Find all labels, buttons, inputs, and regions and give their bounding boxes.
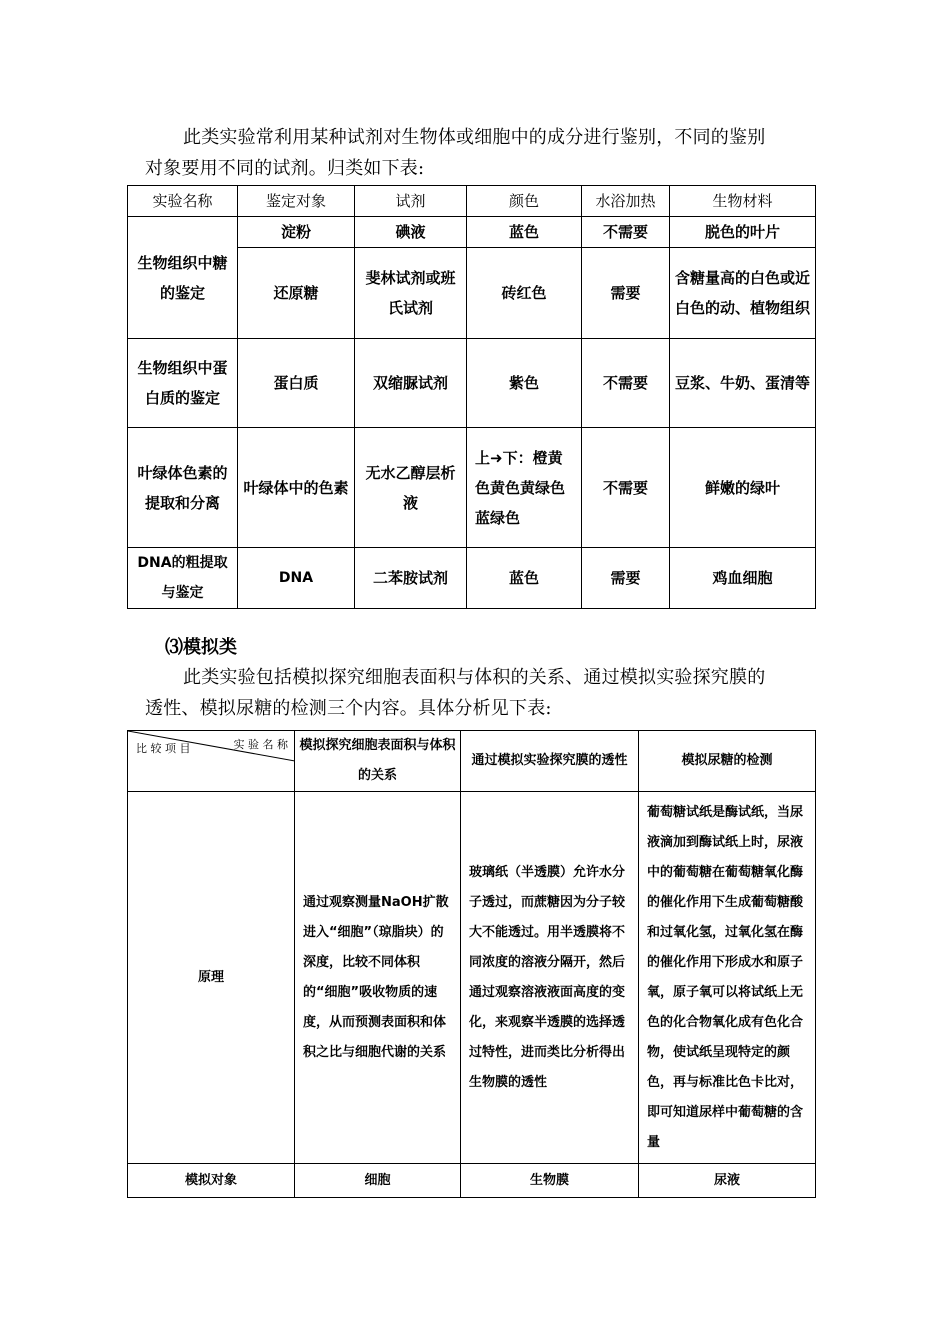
section3-line2: 透性、模拟尿糖的检测三个内容。具体分析见下表:: [145, 698, 552, 719]
table-cell: 需要: [582, 248, 670, 339]
table-cell: 含糖量高的白色或近白色的动、植物组织: [670, 248, 816, 339]
corner-label-top: 实 验 名 称: [233, 738, 288, 751]
table-row: [128, 217, 816, 248]
table-cell: 尿液: [639, 1164, 816, 1198]
table-cell: 豆浆、牛奶、蛋清等: [670, 339, 816, 428]
corner-label-bottom: 比 较 项 目: [136, 742, 191, 755]
reagent-table: [127, 185, 816, 609]
table-cell: 蓝色: [467, 548, 582, 609]
table2-header-cell: 模拟探究细胞表面积与体积的关系: [295, 731, 461, 792]
intro-line1: 此类实验常利用某种试剂对生物体或细胞中的成分进行鉴别，不同的鉴别: [183, 127, 766, 148]
table1-header-cell: 实验名称: [128, 186, 238, 217]
table2-header-row: [128, 731, 816, 792]
table1-header-row: [128, 186, 816, 217]
table1-header-cell: 颜色: [467, 186, 582, 217]
experiment-name-cell: DNA的粗提取与鉴定: [128, 548, 238, 609]
table-row: [128, 548, 816, 609]
table-cell: 不需要: [582, 217, 670, 248]
table-cell: 葡萄糖试纸是酶试纸，当尿液滴加到酶试纸上时，尿液中的葡萄糖在葡萄糖氧化酶的催化作用下生成葡萄糖酸和过氧化氢，过氧化氢在酶的催化作用下形成水和原子氧，原子氧可以将试纸上无色的化合物氧化成有色化合物，使试纸呈现特定的颜色，再与标准比色卡比对，即可知道尿样中葡萄糖的含量: [639, 792, 816, 1164]
table-cell: 叶绿体中的色素: [238, 428, 355, 548]
table-cell: 砖红色: [467, 248, 582, 339]
table-cell: 双缩脲试剂: [355, 339, 467, 428]
table-cell: 鸡血细胞: [670, 548, 816, 609]
table-cell: 淀粉: [238, 217, 355, 248]
table-cell: 生物膜: [461, 1164, 639, 1198]
intro-paragraph: [145, 122, 815, 184]
table-cell: 无水乙醇层析液: [355, 428, 467, 548]
diagonal-header-cell: [128, 731, 295, 792]
table-row: [128, 792, 816, 1164]
table-row: [128, 428, 816, 548]
intro-line2: 对象要用不同的试剂。归类如下表:: [145, 158, 425, 179]
row-label-cell: 模拟对象: [128, 1164, 295, 1198]
section3-line1: 此类实验包括模拟探究细胞表面积与体积的关系、通过模拟实验探究膜的: [183, 667, 766, 688]
table1-header-cell: 生物材料: [670, 186, 816, 217]
table-cell: 蓝色: [467, 217, 582, 248]
table-cell: 碘液: [355, 217, 467, 248]
table-cell: 上➜下：橙黄色黄色黄绿色蓝绿色: [467, 428, 582, 548]
experiment-name-cell: 生物组织中蛋白质的鉴定: [128, 339, 238, 428]
table-cell: 二苯胺试剂: [355, 548, 467, 609]
experiment-name-cell: 叶绿体色素的提取和分离: [128, 428, 238, 548]
section3-paragraph: [145, 662, 815, 724]
experiment-name-cell: 生物组织中糖的鉴定: [128, 217, 238, 339]
table1-header-cell: 鉴定对象: [238, 186, 355, 217]
table-cell: 不需要: [582, 339, 670, 428]
table2-header-cell: 通过模拟实验探究膜的透性: [461, 731, 639, 792]
table-cell: 鲜嫩的绿叶: [670, 428, 816, 548]
table-cell: 还原糖: [238, 248, 355, 339]
table-row: [128, 339, 816, 428]
table2-header-cell: 模拟尿糖的检测: [639, 731, 816, 792]
table-cell: DNA: [238, 548, 355, 609]
table-cell: 需要: [582, 548, 670, 609]
table-cell: 不需要: [582, 428, 670, 548]
table-cell: 通过观察测量NaOH扩散进入“细胞”（琼脂块）的深度，比较不同体积的“细胞”吸收物质的速度，从而预测表面积和体积之比与细胞代谢的关系: [295, 792, 461, 1164]
table-cell: 玻璃纸（半透膜）允许水分子透过，而蔗糖因为分子较大不能透过。用半透膜将不同浓度的溶液分隔开，然后通过观察溶液液面高度的变化，来观察半透膜的选择透过特性，进而类比分析得出生物膜的透性: [461, 792, 639, 1164]
table-cell: 细胞: [295, 1164, 461, 1198]
table-cell: 脱色的叶片: [670, 217, 816, 248]
table-cell: 紫色: [467, 339, 582, 428]
section-heading: ⑶模拟类: [165, 637, 237, 658]
table1-header-cell: 水浴加热: [582, 186, 670, 217]
table-row: [128, 1164, 816, 1198]
table1-header-cell: 试剂: [355, 186, 467, 217]
simulation-table: [127, 730, 816, 1198]
row-label-cell: 原理: [128, 792, 295, 1164]
table-cell: 蛋白质: [238, 339, 355, 428]
table-cell: 斐林试剂或班氏试剂: [355, 248, 467, 339]
